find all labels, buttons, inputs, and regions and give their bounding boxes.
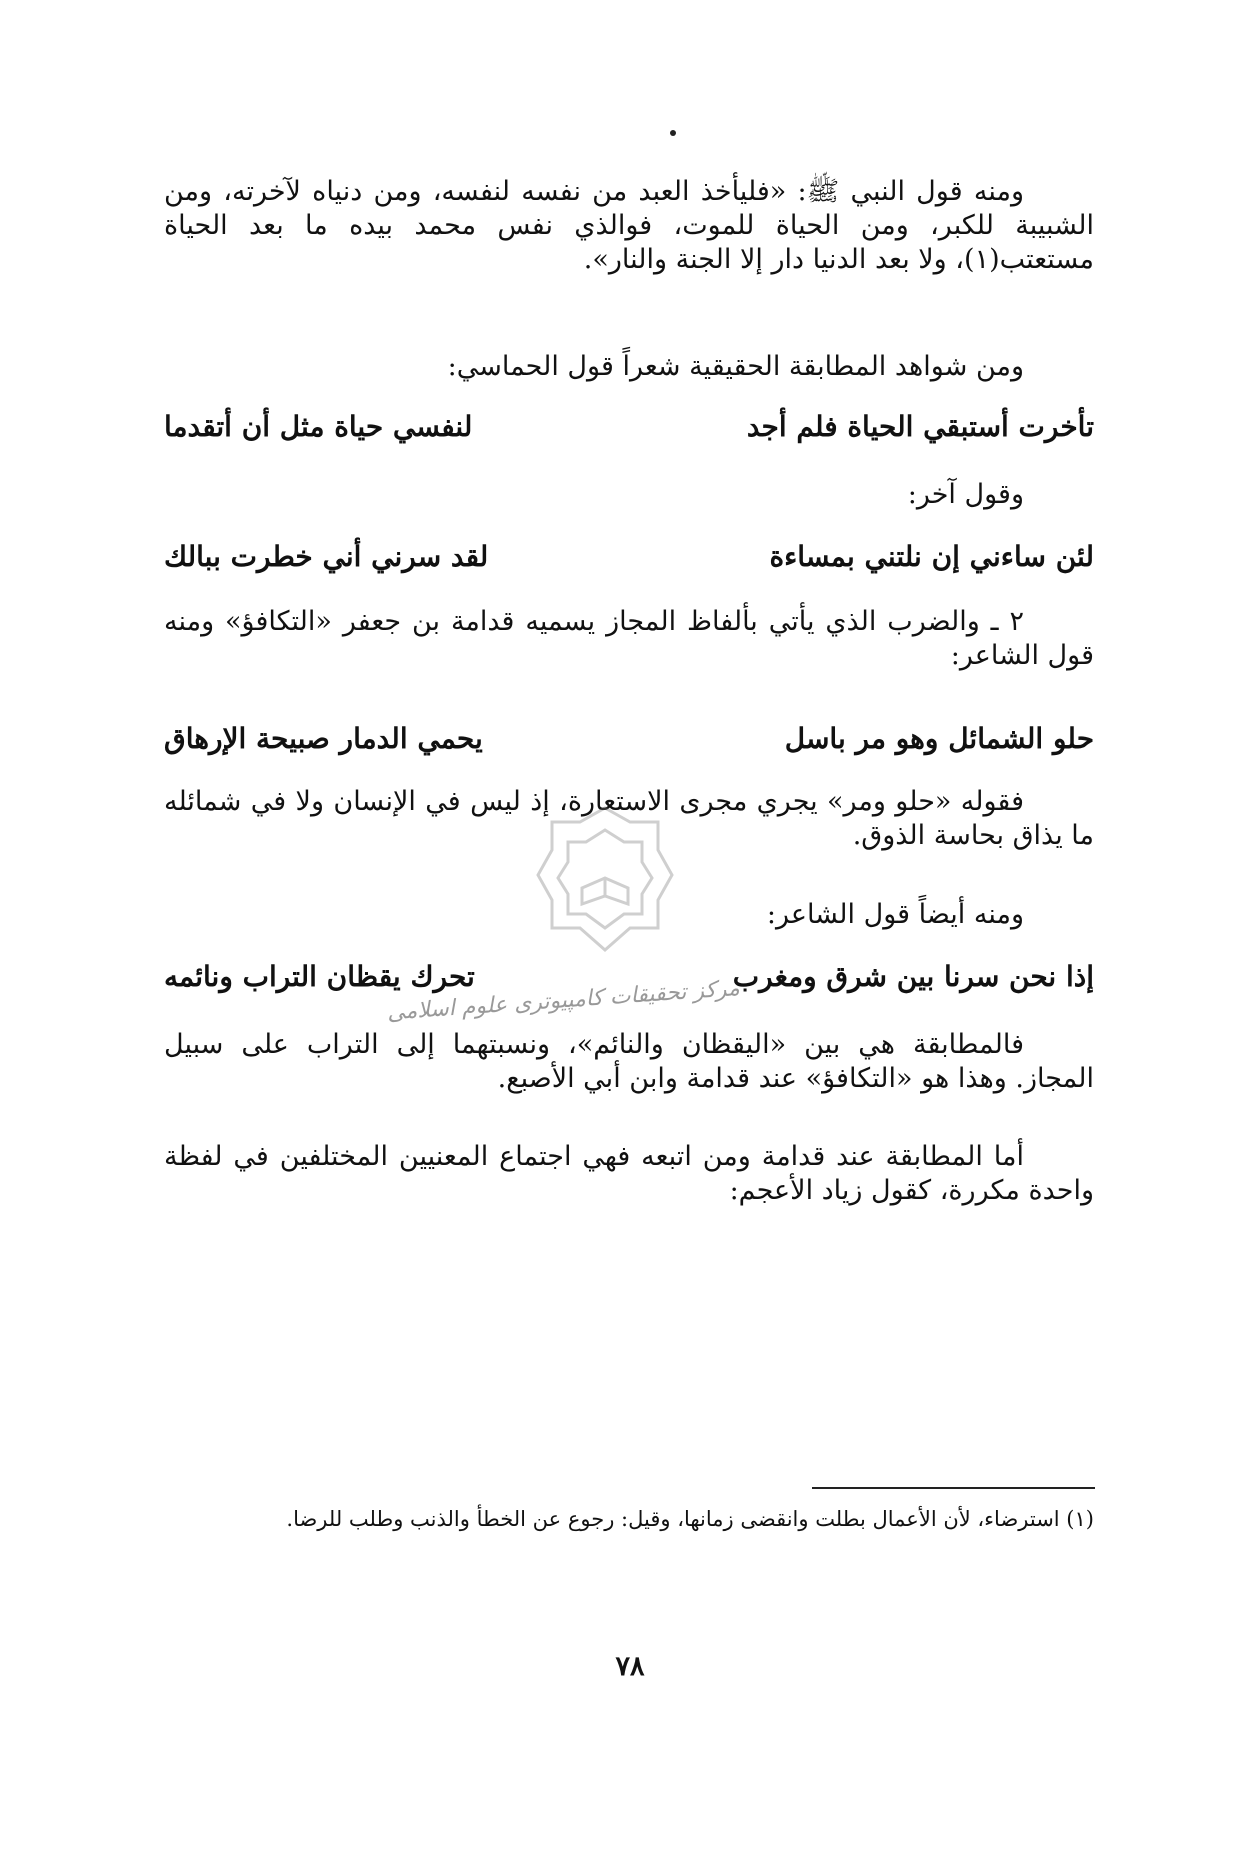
footnote: (١) استرضاء، لأن الأعمال بطلت وانقضى زمانها، وقيل: رجوع عن الخطأ والذنب وطلب للرضا. — [286, 1507, 1094, 1531]
paragraph-qudama-definition: أما المطابقة عند قدامة ومن اتبعه فهي اجتماع المعنيين المختلفين في لفظة واحدة مكررة، كقول زياد الأعجم: — [164, 1141, 1094, 1206]
watermark-logo — [520, 800, 690, 960]
paragraph-antithesis-explanation: فالمطابقة هي بين «اليقظان والنائم»، ونسبتهما إلى التراب على سبيل المجاز. وهذا هو «التكافؤ» عند قدامة وابن أبي الأصبع. — [164, 1029, 1094, 1094]
verse-first-hemistich: تأخرت أستبقي الحياة فلم أجد — [746, 410, 1094, 443]
footnote-separator — [812, 1487, 1095, 1489]
verse-sweet-bitter — [164, 722, 1094, 755]
paragraph-another-poet: وقول آخر: — [907, 479, 1024, 510]
verse-hamasi — [164, 410, 1094, 443]
verse-first-hemistich: إذا نحن سرنا بين شرق ومغرب — [732, 960, 1094, 993]
paragraph-also-poet: ومنه أيضاً قول الشاعر: — [766, 899, 1024, 930]
paragraph-hadith: ومنه قول النبي ﷺ: «فليأخذ العبد من نفسه لنفسه، ومن دنياه لآخرته، ومن الشبيبة للكبر، ومن الحياة للموت، فوالذي نفس محمد بيده ما بعد الحياة مستعتب(١)، ولا بعد الدنيا دار إلا الجنة والنار». — [164, 176, 1094, 275]
verse-another — [164, 540, 1094, 573]
page-number: ٧٨ — [615, 1651, 645, 1682]
decorative-dot — [670, 130, 676, 136]
verse-second-hemistich: لقد سرني أني خطرت ببالك — [164, 540, 489, 573]
verse-first-hemistich: حلو الشمائل وهو مر باسل — [784, 722, 1094, 755]
watermark-caption: مرکز تحقیقات کامپیوتری علوم اسلامی — [386, 975, 741, 1026]
paragraph-metaphor-explanation: فقوله «حلو ومر» يجري مجرى الاستعارة، إذ ليس في الإنسان ولا في شمائله ما يذاق بحاسة الذوق. — [164, 786, 1094, 851]
verse-second-hemistich: تحرك يقظان التراب ونائمه — [164, 960, 475, 993]
verse-second-hemistich: لنفسي حياة مثل أن أتقدما — [164, 410, 473, 443]
verse-first-hemistich: لئن ساءني إن نلتني بمساءة — [769, 540, 1094, 573]
verse-second-hemistich: يحمي الدمار صبيحة الإرهاق — [164, 722, 483, 755]
paragraph-real-antithesis-intro: ومن شواهد المطابقة الحقيقية شعراً قول الحماسي: — [447, 351, 1024, 382]
paragraph-takafu: ٢ ـ والضرب الذي يأتي بألفاظ المجاز يسميه قدامة بن جعفر «التكافؤ» ومنه قول الشاعر: — [164, 606, 1094, 671]
